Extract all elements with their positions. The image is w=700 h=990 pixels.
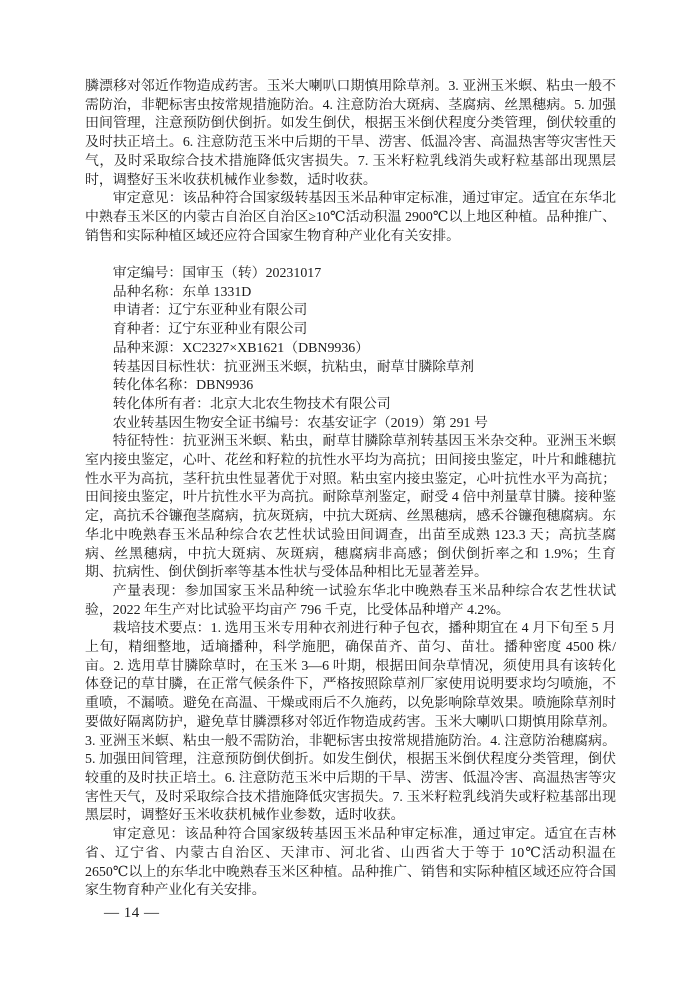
field-gm-target-traits: 转基因目标性状：抗亚洲玉米螟，抗粘虫，耐草甘膦除草剂 [112, 359, 474, 375]
document-body [85, 78, 616, 901]
paragraph-characteristics: 特征特性：抗亚洲玉米螟、粘虫，耐草甘膦除草剂转基因玉米杂交种。亚洲玉米螟室内接虫鉴定，心叶、花丝和籽粒的抗性水平均为高抗；田间接虫鉴定，叶片和雌穗抗性水平为高抗，茎秆抗虫性显著优于对照。粘虫室内接虫鉴定，心叶抗性水平为高抗；田间接虫鉴定，叶片抗性水平为高抗。耐除草剂鉴定，耐受 4 倍中剂量草甘膦。接种鉴定，高抗禾谷镰孢茎腐病，抗灰斑病，中抗大斑病、丝黑穗病，感禾谷镰孢穗腐病。东华北中晚熟春玉米品种综合农艺性状试验田间调查，出苗至成熟 123.3 天；高抗茎腐病、丝黑穗病，中抗大斑病、灰斑病，穗腐病非高感；倒伏倒折率之和 1.9%；生育期、抗病性、倒伏倒折率等基本性状与受体品种相比无显著差异。 [85, 434, 616, 581]
paragraph-cultivation-notes-continued: 膦漂移对邻近作物造成药害。玉米大喇叭口期慎用除草剂。3. 亚洲玉米螟、粘虫一般不需防治，非靶标害虫按常规措施防治。4. 注意防治大斑病、茎腐病、丝黑穗病。5. 加强田间管理，注意预防倒伏倒折。如发生倒伏，根据玉米倒伏程度分类管理，倒伏较重的及时扶正培土。6. 注意防范玉米中后期的干旱、涝害、低温冷害、高温热害等灾害性天气，及时采取综合技术措施降低灾害损失。7. 玉米籽粒乳线消失或籽粒基部出现黑层时，调整好玉米收获机械作业参数，适时收获。 [85, 79, 616, 188]
field-variety-name: 品种名称：东单 1331D [112, 284, 252, 300]
field-breeder: 育种者：辽宁东亚种业有限公司 [112, 322, 308, 338]
blank-line-separator [85, 246, 616, 265]
paragraph-yield-performance: 产量表现：参加国家玉米品种统一试验东华北中晚熟春玉米品种综合农艺性状试验，2022 年生产对比试验平均亩产 796 千克，比受体品种增产 4.2%。 [85, 583, 616, 618]
field-variety-source: 品种来源：XC2327×XB1621（DBN9936） [112, 340, 370, 356]
field-transformation-event-owner: 转化体所有者：北京大北农生物技术有限公司 [112, 396, 391, 412]
field-transformation-event-name: 转化体名称：DBN9936 [112, 378, 254, 394]
paragraph-approval-opinion-first: 审定意见：该品种符合国家级转基因玉米品种审定标准，通过审定。适宜在东华北中熟春玉米区的内蒙古自治区自治区≥10℃活动积温 2900℃以上地区种植。品种推广、销售和实际种植区域还应符合国家生物育种产业化有关安排。 [85, 191, 616, 244]
field-approval-number: 审定编号：国审玉（转）20231017 [112, 266, 322, 282]
paragraph-cultivation-techniques: 栽培技术要点：1. 选用玉米专用种衣剂进行种子包衣，播种期宜在 4 月下旬至 5 月上旬，精细整地，适墒播种，科学施肥，确保苗齐、苗匀、苗壮。播种密度 4500 株/亩。2. 选用草甘膦除草时，在玉米 3—6 叶期，根据田间杂草情况，须使用具有该转化体登记的草甘膦，在正常气候条件下，严格按照除草剂厂家使用说明要求均匀喷施，不重喷，不漏喷。避免在高温、干燥或雨后不久施药，以免影响除草效果。喷施除草剂时要做好隔离防护，避免草甘膦漂移对邻近作物造成药害。玉米大喇叭口期慎用除草剂。3. 亚洲玉米螟、粘虫一般不需防治，非靶标害虫按常规措施防治。4. 注意防治穗腐病。5. 加强田间管理，注意预防倒伏倒折。如发生倒伏，根据玉米倒伏程度分类管理，倒伏较重的及时扶正培土。6. 注意防范玉米中后期的干旱、涝害、低温冷害、高温热害等灾害性天气，及时采取综合技术措施降低灾害损失。7. 玉米籽粒乳线消失或籽粒基部出现黑层时，调整好玉米收获机械作业参数，适时收获。 [85, 621, 616, 824]
field-applicant: 申请者：辽宁东亚种业有限公司 [112, 303, 308, 319]
paragraph-approval-opinion-second: 审定意见：该品种符合国家级转基因玉米品种审定标准，通过审定。适宜在吉林省、辽宁省、内蒙古自治区、天津市、河北省、山西省大于等于 10℃活动积温在 2650℃以上的东华北中晚熟春玉米区种植。品种推广、销售和实际种植区域还应符合国家生物育种产业化有关安排。 [85, 827, 616, 899]
field-biosafety-certificate-number: 农业转基因生物安全证书编号：农基安证字（2019）第 291 号 [112, 415, 488, 431]
page-number: — 14 — [104, 905, 160, 921]
